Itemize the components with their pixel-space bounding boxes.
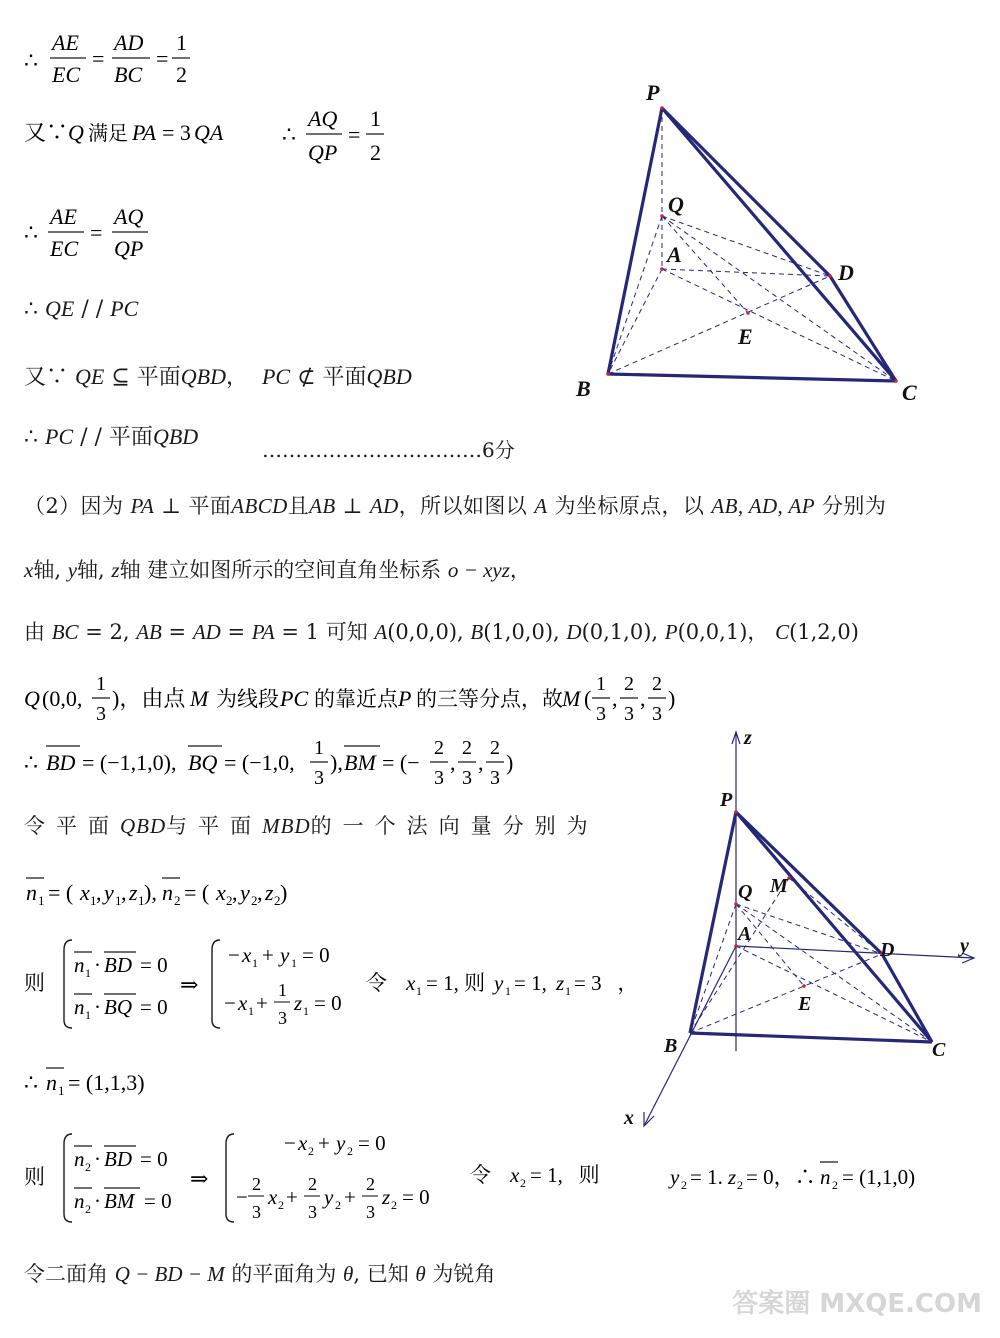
svg-text:= 0: = 0: [144, 1189, 172, 1213]
n1-result: [24, 1062, 184, 1108]
svg-text:1: 1: [138, 893, 145, 908]
svg-text:z: z: [129, 880, 138, 905]
svg-text:P: P: [398, 686, 412, 711]
label-c2: C: [932, 1039, 946, 1061]
svg-text:M: M: [190, 686, 209, 711]
svg-text:2: 2: [490, 737, 500, 759]
svg-text:): ): [280, 880, 288, 905]
svg-text:∴: ∴: [24, 48, 38, 73]
svg-text:BD: BD: [104, 953, 132, 977]
line-2-render: [24, 106, 424, 170]
svg-text:y: y: [336, 1131, 346, 1155]
svg-text:n: n: [74, 1147, 85, 1171]
part2-intro: （2）因为 PA ⊥ 平面ABCD且AB ⊥ AD，所以如图以 A 为坐标原点，以 AB, AD, AP 分别为: [24, 494, 887, 518]
score-mark: ……………………………6分: [262, 438, 515, 462]
svg-text:z: z: [556, 971, 565, 995]
svg-text:·: ·: [94, 1189, 101, 1213]
svg-text:,: ,: [121, 880, 127, 905]
svg-text:AE: AE: [52, 30, 79, 55]
proof-line-5: 又∵ QE ⊆ 平面QBD， PC ⊄ 平面QBD: [24, 364, 412, 390]
svg-text:BQ: BQ: [104, 995, 132, 1019]
svg-text:1: 1: [85, 966, 91, 980]
svg-text:= (: = (: [48, 880, 74, 905]
svg-text:3: 3: [624, 703, 634, 725]
svg-text:3: 3: [308, 1202, 317, 1222]
svg-text:y: y: [104, 880, 114, 905]
svg-text:AQ: AQ: [114, 204, 144, 229]
svg-text:n: n: [26, 880, 37, 905]
svg-text:3: 3: [96, 703, 106, 725]
svg-text:2: 2: [370, 140, 381, 165]
svg-text:): ): [506, 750, 514, 775]
svg-text:y: y: [280, 943, 290, 967]
svg-text:2: 2: [176, 62, 187, 87]
svg-text:1: 1: [90, 893, 97, 908]
label-d2: D: [880, 939, 895, 961]
label-a: A: [667, 242, 682, 267]
svg-text:−: −: [224, 991, 236, 1015]
svg-text:= 3: = 3: [162, 120, 191, 145]
proof-line-6: ∴ PC / / 平面QBD: [24, 424, 199, 450]
svg-text:·: ·: [94, 953, 101, 977]
svg-text:+: +: [256, 991, 268, 1015]
system-2: [24, 1124, 984, 1240]
line-16-render: [24, 1124, 984, 1234]
svg-text:n: n: [820, 1165, 831, 1189]
svg-text:1: 1: [176, 30, 187, 55]
svg-text:PA: PA: [132, 120, 157, 145]
svg-text:,: ,: [450, 750, 456, 775]
svg-text:2: 2: [335, 1198, 341, 1212]
svg-text:= 0: = 0: [140, 995, 168, 1019]
svg-text:2: 2: [652, 673, 662, 695]
svg-text:1: 1: [303, 1004, 309, 1018]
svg-text:1: 1: [278, 980, 287, 1000]
svg-text:令: 令: [366, 971, 387, 995]
svg-text:2: 2: [308, 1174, 317, 1194]
svg-text:为线段: 为线段: [216, 687, 279, 711]
svg-text:1: 1: [58, 1083, 65, 1098]
svg-text:Q: Q: [68, 120, 84, 145]
svg-text:= (−: = (−: [382, 750, 420, 775]
vector-line: [24, 732, 544, 802]
svg-text:=: =: [92, 46, 105, 71]
svg-text:z: z: [382, 1185, 391, 1209]
svg-text:2: 2: [391, 1198, 397, 1212]
svg-text:= 0，∴: = 0，∴: [746, 1165, 816, 1189]
svg-text:2: 2: [624, 673, 634, 695]
svg-text:=: =: [348, 122, 361, 147]
svg-text:3: 3: [434, 767, 444, 789]
svg-text:EC: EC: [52, 62, 81, 87]
svg-text:2: 2: [434, 737, 444, 759]
svg-text:= 0: = 0: [402, 1185, 430, 1209]
svg-text:·: ·: [94, 1147, 101, 1171]
svg-text:则: 则: [24, 971, 45, 995]
svg-text:1: 1: [96, 673, 106, 695]
svg-text:3: 3: [252, 1202, 261, 1222]
svg-text:AD: AD: [114, 30, 144, 55]
svg-text:1: 1: [314, 737, 324, 759]
svg-text:1: 1: [416, 984, 422, 998]
svg-text:n: n: [74, 995, 85, 1019]
svg-text:= 0: = 0: [140, 1147, 168, 1171]
svg-text:2: 2: [308, 1144, 314, 1158]
svg-text:,: ,: [96, 880, 102, 905]
svg-text:2: 2: [274, 893, 281, 908]
svg-text:PC: PC: [280, 686, 309, 711]
label-q: Q: [668, 192, 684, 217]
axes-line: x轴, y轴, z轴 建立如图所示的空间直角坐标系 o − xyz，: [24, 558, 531, 582]
proof-line-2: [24, 106, 424, 176]
svg-text:x: x: [268, 1185, 278, 1209]
svg-text:= 1,: = 1,: [514, 971, 547, 995]
svg-text:x: x: [242, 943, 252, 967]
svg-text:QP: QP: [114, 236, 144, 261]
svg-text:+: +: [262, 943, 274, 967]
svg-text:AE: AE: [50, 204, 77, 229]
proof-line-1: [24, 28, 214, 98]
svg-text:BD: BD: [46, 750, 76, 775]
svg-text:1: 1: [370, 106, 381, 131]
svg-text:= 0: = 0: [140, 953, 168, 977]
svg-text:∴: ∴: [24, 750, 38, 775]
label-x: x: [624, 1107, 634, 1129]
label-e2: E: [798, 993, 812, 1015]
svg-text:2: 2: [520, 1176, 526, 1190]
svg-text:x: x: [406, 971, 416, 995]
label-b: B: [576, 376, 591, 401]
svg-text:= (−1,1,0),: = (−1,1,0),: [82, 750, 177, 775]
svg-text:BQ: BQ: [188, 750, 218, 775]
svg-text:+: +: [286, 1185, 298, 1209]
svg-text:),: ),: [144, 880, 157, 905]
label-q2: Q: [738, 881, 753, 903]
svg-text:= (−1,0,: = (−1,0,: [224, 750, 295, 775]
coordinates-line: 由 BC = 2, AB = AD = PA = 1 可知 A(0,0,0), B(1,0,0), D(0,1,0), P(0,0,1)， C(1,2,0): [24, 620, 859, 644]
svg-text:x: x: [510, 1163, 520, 1187]
svg-text:∴: ∴: [24, 220, 38, 245]
label-d: D: [838, 260, 854, 285]
svg-text:(0,0,: (0,0,: [42, 686, 83, 711]
svg-text:n: n: [162, 880, 173, 905]
svg-text:3: 3: [278, 1008, 287, 1028]
svg-text:则: 则: [24, 1165, 45, 1189]
svg-text:·: ·: [94, 995, 101, 1019]
svg-text:1: 1: [85, 1008, 91, 1022]
svg-text:1: 1: [565, 984, 571, 998]
pyramid-figure-2: [614, 726, 984, 1136]
svg-text:QP: QP: [308, 140, 338, 165]
normal-vectors-intro: 令平面QBD与平面MBD的一个法向量分别为: [24, 814, 599, 838]
line-3-render: [24, 202, 184, 266]
svg-text:= 1, 则: = 1, 则: [530, 1163, 600, 1187]
svg-text:2: 2: [278, 1198, 284, 1212]
svg-text:x: x: [298, 1131, 308, 1155]
svg-text:n: n: [74, 1189, 85, 1213]
svg-text:y: y: [324, 1185, 334, 1209]
svg-text:M: M: [562, 686, 581, 711]
fraction-ae-ec-ad-bc: [24, 28, 214, 92]
watermark-logo: 答案圈 MXQE.COM: [732, 1289, 982, 1319]
svg-text:3: 3: [314, 767, 324, 789]
svg-text:2: 2: [226, 893, 233, 908]
svg-text:= 0: = 0: [314, 991, 342, 1015]
svg-text:n: n: [74, 953, 85, 977]
label-c: C: [902, 380, 917, 405]
line-10-render: [24, 668, 724, 732]
svg-text:= 0: = 0: [302, 943, 330, 967]
svg-text:z: z: [265, 880, 274, 905]
svg-text:y: y: [670, 1165, 680, 1189]
svg-text:3: 3: [366, 1202, 375, 1222]
label-y: y: [960, 935, 969, 957]
svg-text:,: ,: [232, 880, 238, 905]
svg-text:2: 2: [85, 1160, 91, 1174]
svg-text:2: 2: [462, 737, 472, 759]
svg-text:,: ,: [478, 750, 484, 775]
svg-text:2: 2: [366, 1174, 375, 1194]
svg-text:满足: 满足: [88, 123, 128, 145]
normal-vectors-def: [24, 870, 344, 920]
svg-text:= (1,1,0): = (1,1,0): [842, 1165, 916, 1189]
line-11-render: [24, 732, 544, 796]
line-15-render: [24, 1062, 184, 1102]
svg-text:2: 2: [251, 893, 258, 908]
svg-text:EC: EC: [50, 236, 79, 261]
svg-text:y: y: [494, 971, 504, 995]
svg-text:,: ,: [612, 686, 618, 711]
svg-text:1: 1: [291, 956, 297, 970]
svg-text:⇒: ⇒: [190, 1166, 209, 1191]
line-13-render: [24, 870, 344, 914]
svg-text:1: 1: [38, 893, 45, 908]
svg-text:= (1,1,3): = (1,1,3): [68, 1070, 145, 1095]
svg-text:= (: = (: [184, 880, 210, 905]
svg-text:AQ: AQ: [308, 106, 338, 131]
svg-text:1: 1: [115, 893, 122, 908]
svg-text:1: 1: [596, 673, 606, 695]
svg-text:−: −: [236, 1185, 248, 1209]
svg-text:): ): [668, 686, 676, 711]
svg-text:Q: Q: [24, 686, 40, 711]
proof-line-4: ∴ QE / / PC: [24, 296, 139, 322]
svg-text:∴: ∴: [282, 122, 296, 147]
svg-text:2: 2: [832, 1178, 838, 1192]
svg-text:=: =: [156, 46, 169, 71]
label-e: E: [738, 324, 753, 349]
label-z: z: [744, 727, 752, 749]
svg-text:QA: QA: [194, 120, 224, 145]
svg-text:= 1, 则: = 1, 则: [426, 971, 486, 995]
svg-text:1: 1: [248, 1004, 254, 1018]
svg-text:⇒: ⇒: [180, 972, 199, 997]
label-m: M: [770, 875, 788, 897]
svg-text:)，由点: )，由点: [112, 686, 186, 711]
svg-text:x: x: [238, 991, 248, 1015]
svg-text:,: ,: [257, 880, 263, 905]
svg-text:3: 3: [596, 703, 606, 725]
svg-text:3: 3: [652, 703, 662, 725]
svg-text:= 3 ，: = 3 ，: [574, 971, 639, 995]
label-b2: B: [664, 1035, 678, 1057]
svg-text:=: =: [90, 220, 103, 245]
svg-text:−: −: [284, 1131, 296, 1155]
svg-text:= 0: = 0: [358, 1131, 386, 1155]
svg-text:3: 3: [462, 767, 472, 789]
proof-line-3: [24, 202, 184, 272]
dihedral-angle-line: 令二面角 Q − BD − M 的平面角为 θ, 已知 θ 为锐角: [24, 1262, 496, 1286]
svg-text:2: 2: [347, 1144, 353, 1158]
svg-text:x: x: [80, 880, 90, 905]
svg-text:∴: ∴: [24, 1070, 38, 1095]
svg-text:1: 1: [252, 956, 258, 970]
svg-text:2: 2: [737, 1178, 743, 1192]
svg-text:−: −: [228, 943, 240, 967]
svg-text:z: z: [728, 1165, 737, 1189]
svg-text:的三等分点，故: 的三等分点，故: [416, 687, 563, 711]
system-1: [24, 930, 644, 1046]
svg-text:y: y: [240, 880, 250, 905]
svg-text:n: n: [46, 1070, 57, 1095]
svg-text:3: 3: [490, 767, 500, 789]
label-a2: A: [738, 923, 752, 945]
svg-text:令: 令: [470, 1163, 491, 1187]
svg-text:(: (: [584, 686, 592, 711]
label-p2: P: [720, 789, 733, 811]
svg-text:2: 2: [681, 1178, 687, 1192]
x-axis: [644, 946, 736, 1126]
svg-text:x: x: [216, 880, 226, 905]
svg-text:2: 2: [174, 893, 181, 908]
svg-text:的靠近点: 的靠近点: [314, 687, 398, 711]
svg-text:BC: BC: [114, 62, 143, 87]
svg-text:又∵: 又∵: [24, 120, 69, 145]
svg-text:z: z: [294, 991, 303, 1015]
svg-text:BM: BM: [344, 750, 376, 775]
svg-text:BD: BD: [104, 1147, 132, 1171]
svg-text:,: ,: [640, 686, 646, 711]
svg-text:+: +: [318, 1131, 330, 1155]
svg-text:1: 1: [505, 984, 511, 998]
svg-text:BM: BM: [104, 1189, 135, 1213]
svg-text:= 1.: = 1.: [690, 1165, 723, 1189]
svg-text:),: ),: [330, 750, 343, 775]
pyramid-figure-1: [570, 76, 940, 416]
svg-text:2: 2: [252, 1174, 261, 1194]
svg-text:+: +: [344, 1185, 356, 1209]
svg-text:2: 2: [85, 1202, 91, 1216]
line-14-render: [24, 930, 644, 1040]
label-p: P: [646, 80, 660, 105]
